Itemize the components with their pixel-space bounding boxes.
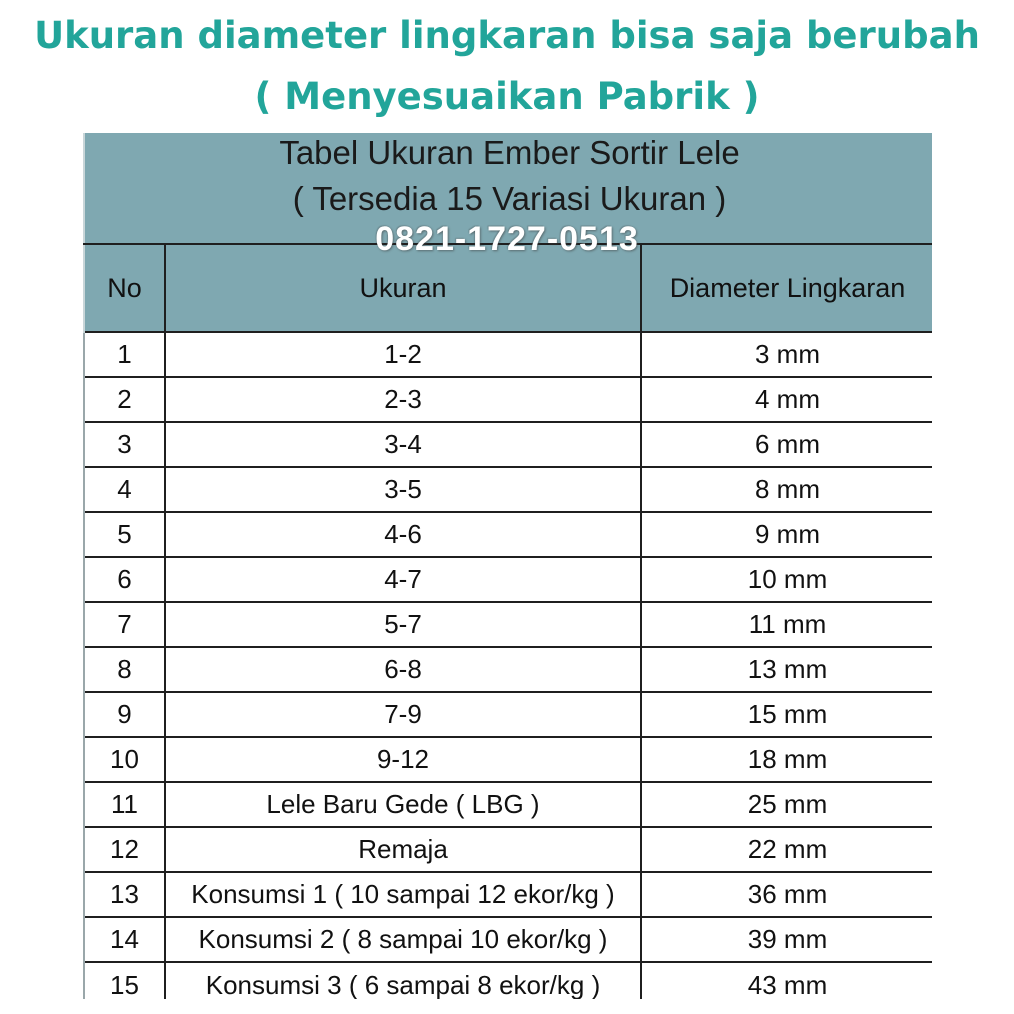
cell-no: 11 xyxy=(84,782,165,827)
cell-diameter: 8 mm xyxy=(641,467,932,512)
size-table-sheet xyxy=(83,133,932,999)
table-row xyxy=(84,422,932,467)
headline-line-1: Ukuran diameter lingkaran bisa saja berubah xyxy=(34,14,980,57)
cell-diameter: 36 mm xyxy=(641,872,932,917)
table-title: Tabel Ukuran Ember Sortir Lele xyxy=(279,134,740,171)
cell-ukuran: 4-7 xyxy=(165,557,641,602)
cell-ukuran: 3-4 xyxy=(165,422,641,467)
cell-no: 3 xyxy=(84,422,165,467)
table-row xyxy=(84,962,932,999)
cell-diameter: 13 mm xyxy=(641,647,932,692)
size-table xyxy=(83,243,932,999)
cell-ukuran: Lele Baru Gede ( LBG ) xyxy=(165,782,641,827)
cell-diameter: 39 mm xyxy=(641,917,932,962)
table-row xyxy=(84,737,932,782)
cell-no: 9 xyxy=(84,692,165,737)
cell-ukuran: 3-5 xyxy=(165,467,641,512)
table-row xyxy=(84,782,932,827)
cell-diameter: 22 mm xyxy=(641,827,932,872)
cell-diameter: 3 mm xyxy=(641,332,932,377)
cell-diameter: 43 mm xyxy=(641,962,932,999)
cell-no: 15 xyxy=(84,962,165,999)
column-header-ukuran: Ukuran xyxy=(165,244,641,332)
cell-ukuran: 5-7 xyxy=(165,602,641,647)
cell-diameter: 18 mm xyxy=(641,737,932,782)
table-row xyxy=(84,692,932,737)
column-header-diameter: Diameter Lingkaran xyxy=(641,244,932,332)
cell-no: 10 xyxy=(84,737,165,782)
table-row xyxy=(84,872,932,917)
column-header-no: No xyxy=(84,244,165,332)
table-row xyxy=(84,647,932,692)
table-row xyxy=(84,467,932,512)
cell-ukuran: Konsumsi 2 ( 8 sampai 10 ekor/kg ) xyxy=(165,917,641,962)
cell-no: 2 xyxy=(84,377,165,422)
cell-diameter: 10 mm xyxy=(641,557,932,602)
cell-ukuran: 1-2 xyxy=(165,332,641,377)
table-row xyxy=(84,377,932,422)
phone-watermark: 0821-1727-0513 xyxy=(375,220,639,258)
table-row xyxy=(84,917,932,962)
cell-no: 6 xyxy=(84,557,165,602)
table-subtitle: ( Tersedia 15 Variasi Ukuran ) xyxy=(292,180,727,217)
cell-no: 12 xyxy=(84,827,165,872)
table-body xyxy=(84,332,932,999)
cell-no: 5 xyxy=(84,512,165,557)
cell-no: 4 xyxy=(84,467,165,512)
cell-ukuran: 6-8 xyxy=(165,647,641,692)
cell-ukuran: Remaja xyxy=(165,827,641,872)
table-row xyxy=(84,512,932,557)
cell-diameter: 25 mm xyxy=(641,782,932,827)
headline-line-2: ( Menyesuaikan Pabrik ) xyxy=(254,75,760,118)
cell-no: 14 xyxy=(84,917,165,962)
cell-ukuran: Konsumsi 3 ( 6 sampai 8 ekor/kg ) xyxy=(165,962,641,999)
table-row xyxy=(84,827,932,872)
cell-ukuran: 9-12 xyxy=(165,737,641,782)
cell-ukuran: 4-6 xyxy=(165,512,641,557)
cell-diameter: 15 mm xyxy=(641,692,932,737)
cell-diameter: 4 mm xyxy=(641,377,932,422)
cell-diameter: 11 mm xyxy=(641,602,932,647)
cell-diameter: 9 mm xyxy=(641,512,932,557)
cell-no: 13 xyxy=(84,872,165,917)
table-row xyxy=(84,332,932,377)
cell-ukuran: Konsumsi 1 ( 10 sampai 12 ekor/kg ) xyxy=(165,872,641,917)
table-row xyxy=(84,602,932,647)
cell-ukuran: 2-3 xyxy=(165,377,641,422)
cell-no: 8 xyxy=(84,647,165,692)
table-row xyxy=(84,557,932,602)
cell-no: 1 xyxy=(84,332,165,377)
cell-diameter: 6 mm xyxy=(641,422,932,467)
cell-no: 7 xyxy=(84,602,165,647)
cell-ukuran: 7-9 xyxy=(165,692,641,737)
